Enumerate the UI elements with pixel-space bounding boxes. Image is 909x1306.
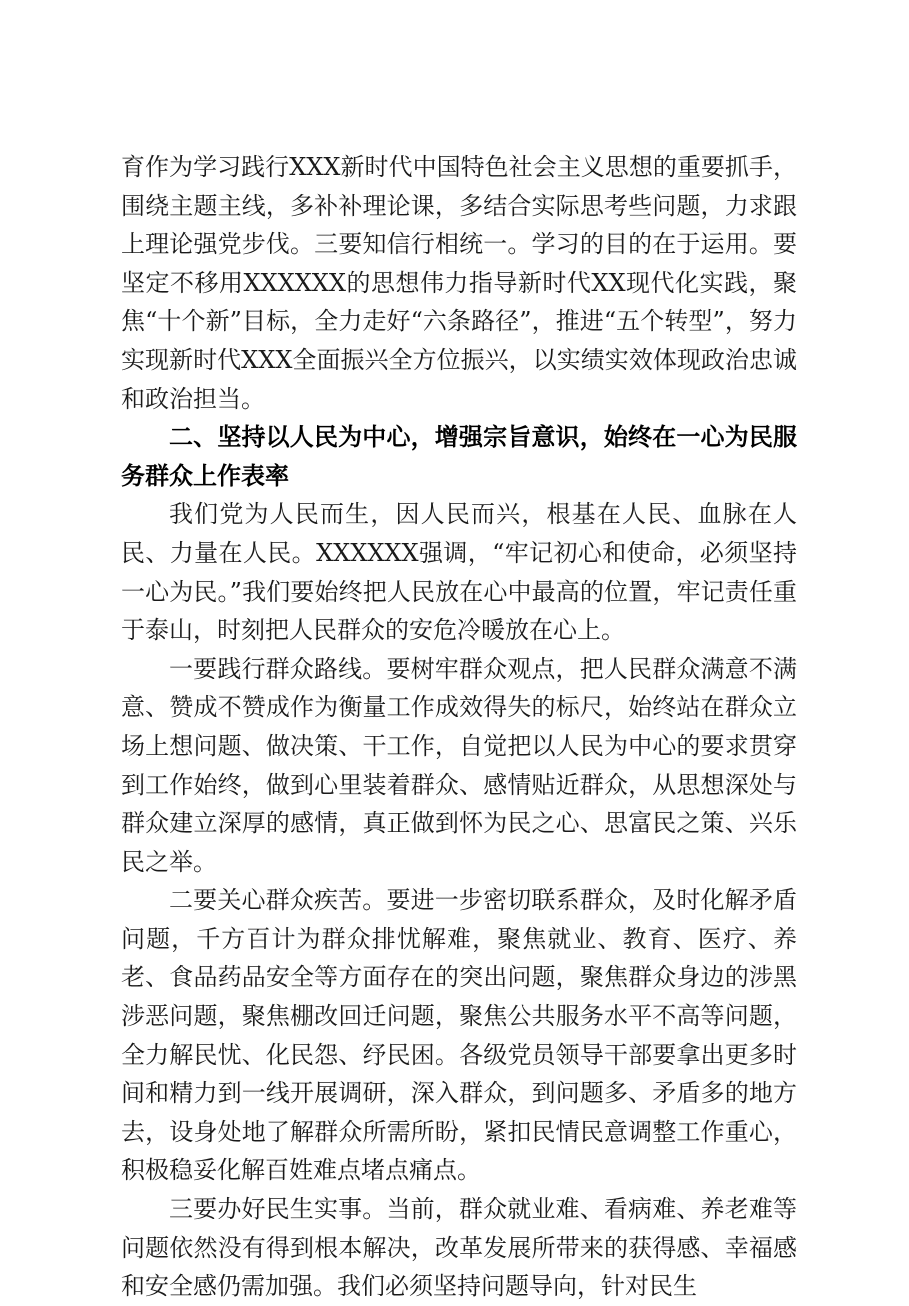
document-body <box>121 148 797 1306</box>
body-paragraph: 一要践行群众路线。要树牢群众观点，把人民群众满意不满意、赞成不赞成作为衡量工作成效得失的标尺，始终站在群众立场上想问题、做决策、干工作，自觉把以人民为中心的要求贯穿到工作始终，做到心里装着群众、感情贴近群众，从思想深处与群众建立深厚的感情，真正做到怀为民之心、思富民之策、兴乐民之举。 <box>121 654 797 876</box>
body-paragraph: 三要办好民生实事。当前，群众就业难、看病难、养老难等问题依然没有得到根本解决，改革发展所带来的获得感、幸福感和安全感仍需加强。我们必须坚持问题导向，针对民生 <box>121 1195 797 1301</box>
body-paragraph: 育作为学习践行XXX新时代中国特色社会主义思想的重要抓手，围绕主题主线，多补补理论课，多结合实际思考些问题，力求跟上理论强党步伐。三要知信行相统一。学习的目的在于运用。要坚定不移用XXXXXX的思想伟力指导新时代XX现代化实践，聚焦“十个新”目标，全力走好“六条路径”，推进“五个转型”，努力实现新时代XXX全面振兴全方位振兴，以实绩实效体现政治忠诚和政治担当。 <box>121 153 797 413</box>
body-paragraph: 二要关心群众疾苦。要进一步密切联系群众，及时化解矛盾问题，千方百计为群众排忧解难，聚焦就业、教育、医疗、养老、食品药品安全等方面存在的突出问题，聚焦群众身边的涉黑涉恶问题，聚焦棚改回迁问题，聚焦公共服务水平不高等问题，全力解民忧、化民怨、纾民困。各级党员领导干部要拿出更多时间和精力到一线开展调研，深入群众，到问题多、矛盾多的地方去，设身处地了解群众所需所盼，紧扣民情民意调整工作重心，积极稳妥化解百姓难点堵点痛点。 <box>121 886 797 1185</box>
section-heading: 二、坚持以人民为中心，增强宗旨意识，始终在一心为民服务群众上作表率 <box>121 423 797 490</box>
body-paragraph: 我们党为人民而生，因人民而兴，根基在人民、血脉在人民、力量在人民。XXXXXX强调，“牢记初心和使命，必须坚持一心为民。”我们要始终把人民放在心中最高的位置，牢记责任重于泰山，时刻把人民群众的安危冷暖放在心上。 <box>121 500 797 645</box>
